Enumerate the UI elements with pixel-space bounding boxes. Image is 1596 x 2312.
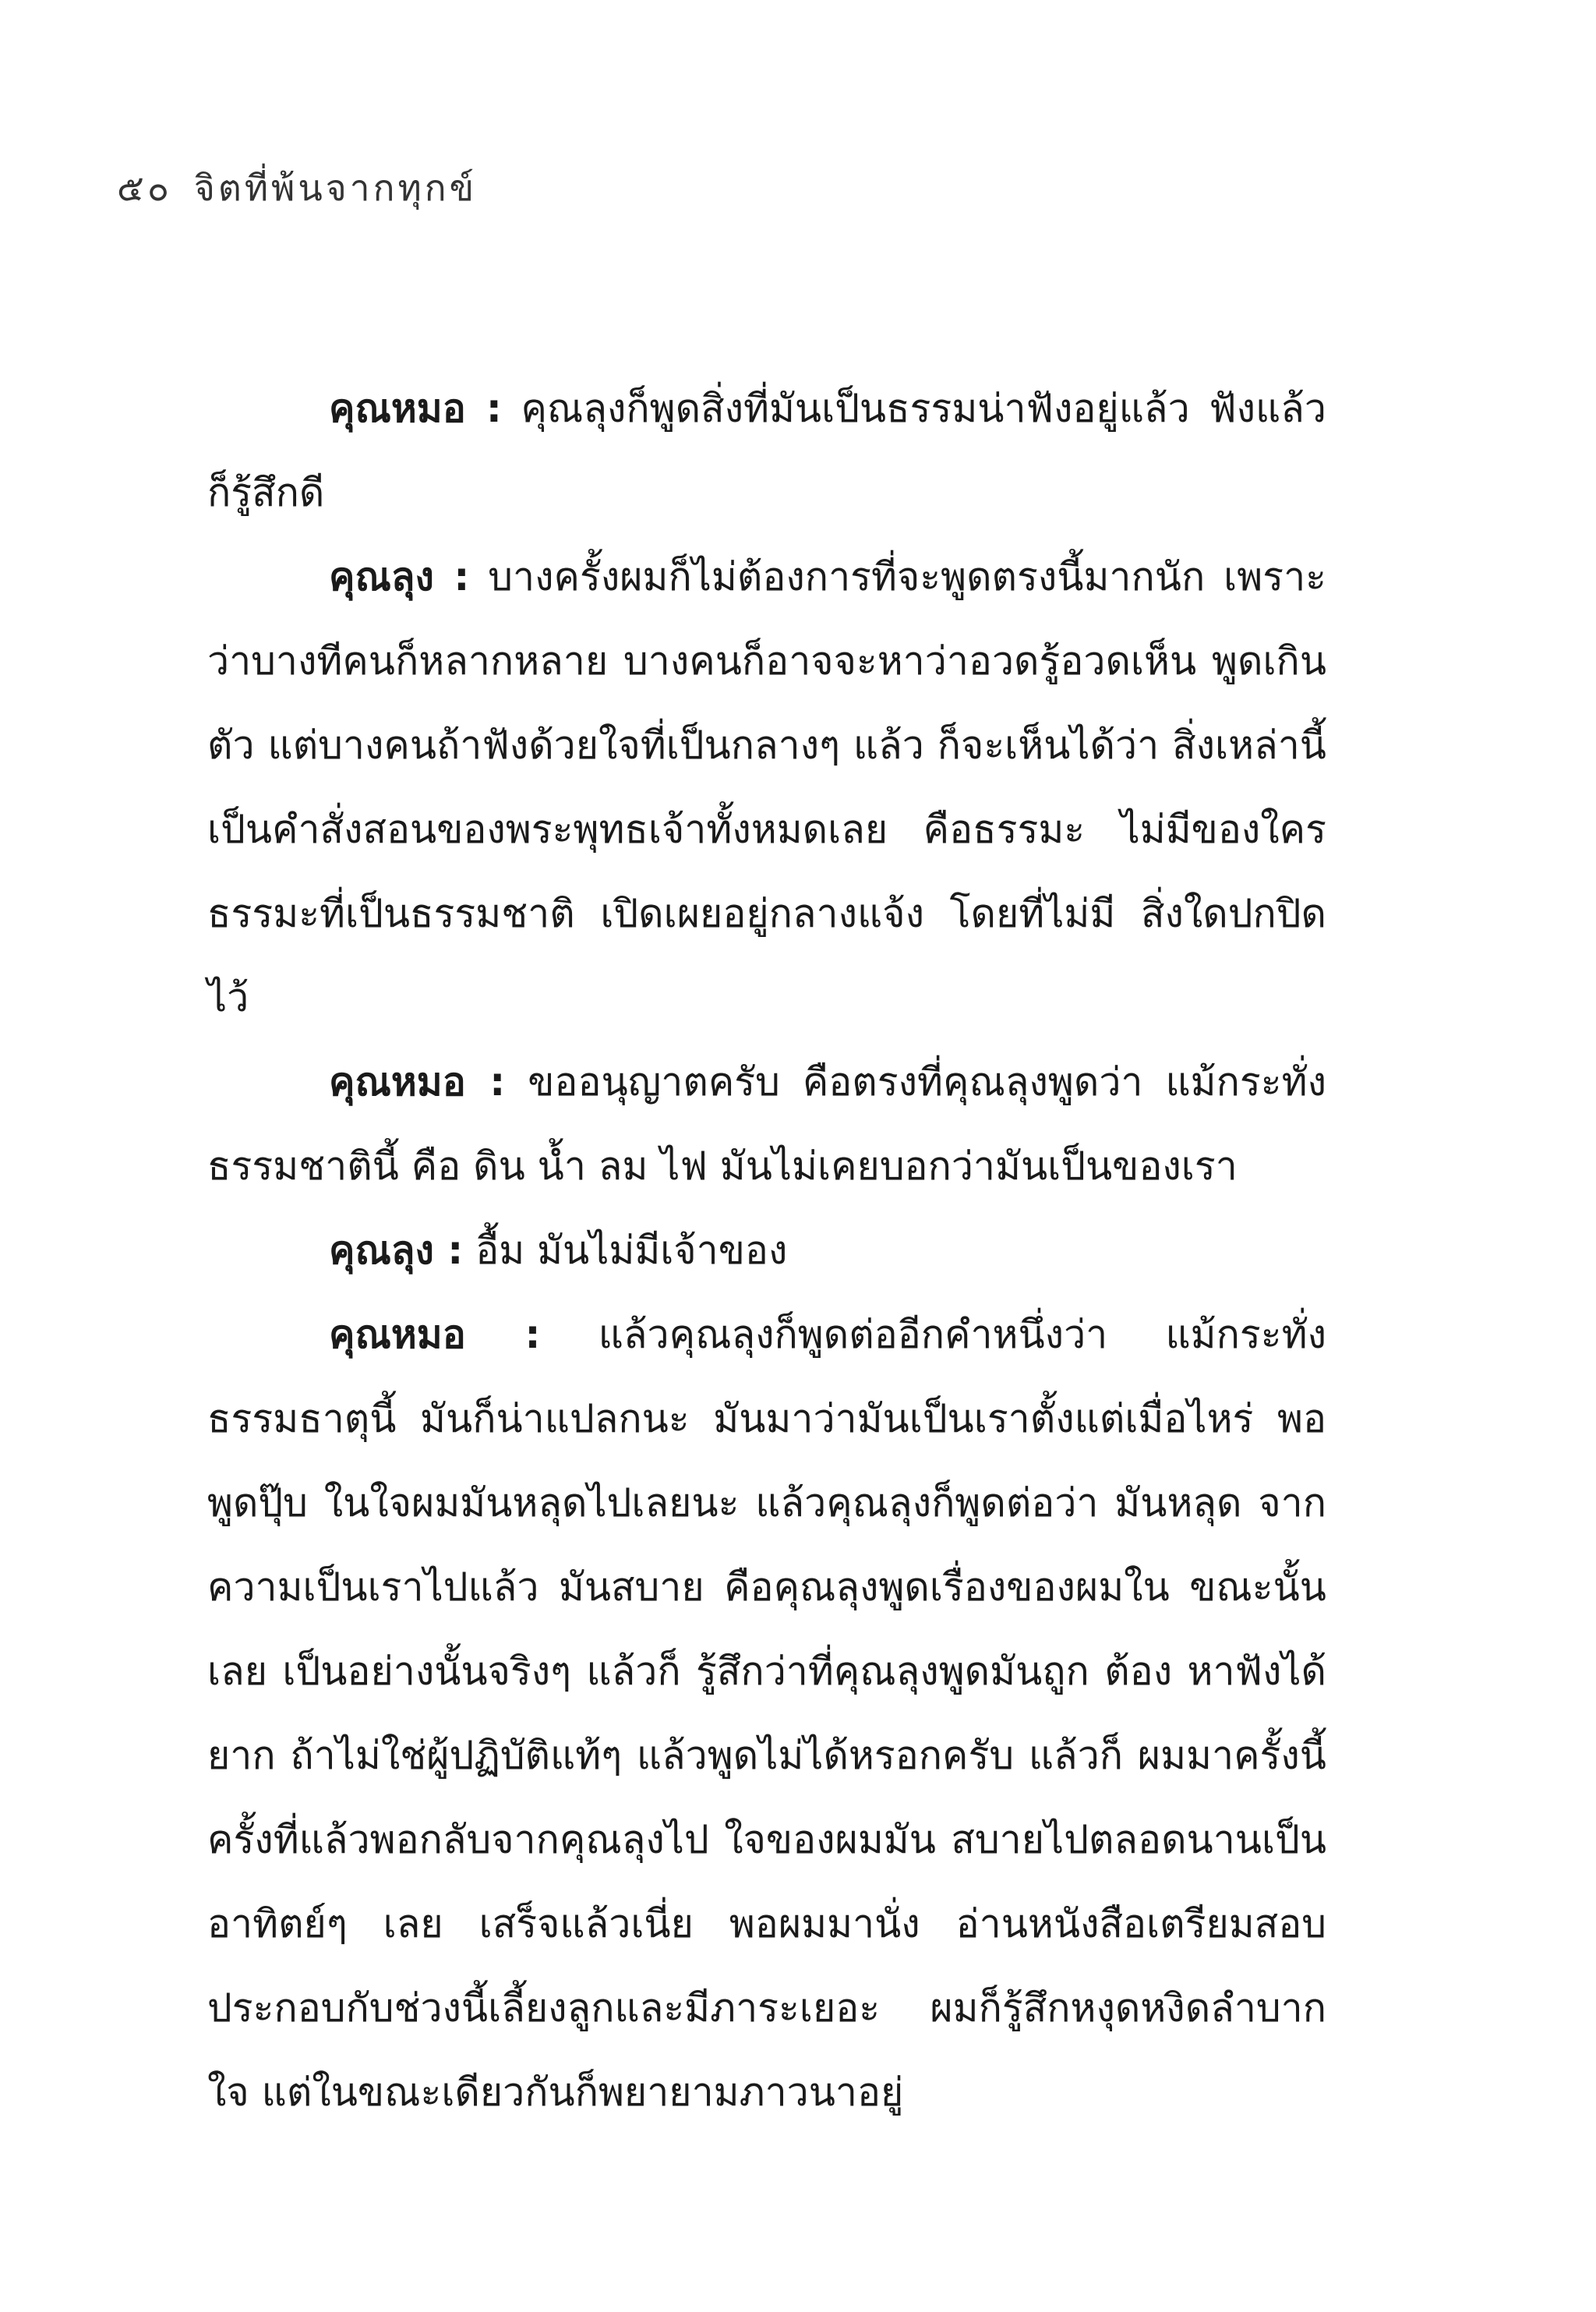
speaker-label: คุณลุง : <box>329 1228 464 1273</box>
dialogue-paragraph <box>207 1208 1326 1292</box>
running-header <box>117 160 477 217</box>
dialogue-paragraph <box>207 535 1326 1040</box>
dialogue-text: ขออนุญาตครับ คือตรงที่คุณลุงพูดว่า แม้กระทั่ง ธรรมชาตินี้ คือ ดิน น้ำ ลม ไฟ มันไม่เคยบอกว่ามันเป็นของเรา <box>207 1059 1326 1189</box>
speaker-label: คุณลุง : <box>329 554 470 599</box>
body-text <box>207 366 1326 2134</box>
dialogue-paragraph <box>207 366 1326 535</box>
dialogue-paragraph <box>207 1040 1326 1208</box>
dialogue-text: คุณลุงก็พูดสิ่งที่มันเป็นธรรมน่าฟังอยู่แล้ว ฟังแล้วก็รู้สึกดี <box>207 386 1326 515</box>
book-title: จิตที่พ้นจากทุกข์ <box>193 167 478 209</box>
speaker-label: คุณหมอ : <box>329 1059 506 1105</box>
dialogue-paragraph <box>207 1292 1326 2134</box>
speaker-label: คุณหมอ : <box>329 1312 541 1357</box>
speaker-label: คุณหมอ : <box>329 386 502 431</box>
dialogue-text: แล้วคุณลุงก็พูดต่ออีกคำหนึ่งว่า แม้กระทั่ง ธรรมธาตุนี้ มันก็น่าแปลกนะ มันมาว่ามันเป็นเราตั้งแต่เมื่อไหร่ พอพูดปุ๊บ ในใจผมมันหลุดไปเลยนะ แล้วคุณลุงก็พูดต่อว่า มันหลุด จากความเป็นเราไปแล้ว มันสบาย คือคุณลุงพูดเรื่องของผมใน ขณะนั้นเลย เป็นอย่างนั้นจริงๆ แล้วก็ รู้สึกว่าที่คุณลุงพูดมันถูก ต้อง หาฟังได้ยาก ถ้าไม่ใช่ผู้ปฏิบัติแท้ๆ แล้วพูดไม่ได้หรอกครับ แล้วก็ ผมมาครั้งนี้ ครั้งที่แล้วพอกลับจากคุณลุงไป ใจของผมมัน สบายไปตลอดนานเป็นอาทิตย์ๆ เลย เสร็จแล้วเนี่ย พอผมมานั่ง อ่านหนังสือเตรียมสอบ ประกอบกับช่วงนี้เลี้ยงลูกและมีภาระเยอะ ผมก็รู้สึกหงุดหงิดลำบากใจ แต่ในขณะเดียวกันก็พยายามภาวนาอยู่ <box>207 1312 1326 2115</box>
page-number: ๕๐ <box>117 167 172 209</box>
dialogue-text: บางครั้งผมก็ไม่ต้องการที่จะพูดตรงนี้มากนัก เพราะว่าบางทีคนก็หลากหลาย บางคนก็อาจจะหาว่าอวดรู้อวดเห็น พูดเกินตัว แต่บางคนถ้าฟังด้วยใจที่เป็นกลางๆ แล้ว ก็จะเห็นได้ว่า สิ่งเหล่านี้เป็นคำสั่งสอนของพระพุทธเจ้าทั้งหมดเลย คือธรรมะ ไม่มีของใคร ธรรมะที่เป็นธรรมชาติ เปิดเผยอยู่กลางแจ้ง โดยที่ไม่มี สิ่งใดปกปิดไว้ <box>207 554 1326 1020</box>
dialogue-text: อื้ม มันไม่มีเจ้าของ <box>475 1228 788 1273</box>
